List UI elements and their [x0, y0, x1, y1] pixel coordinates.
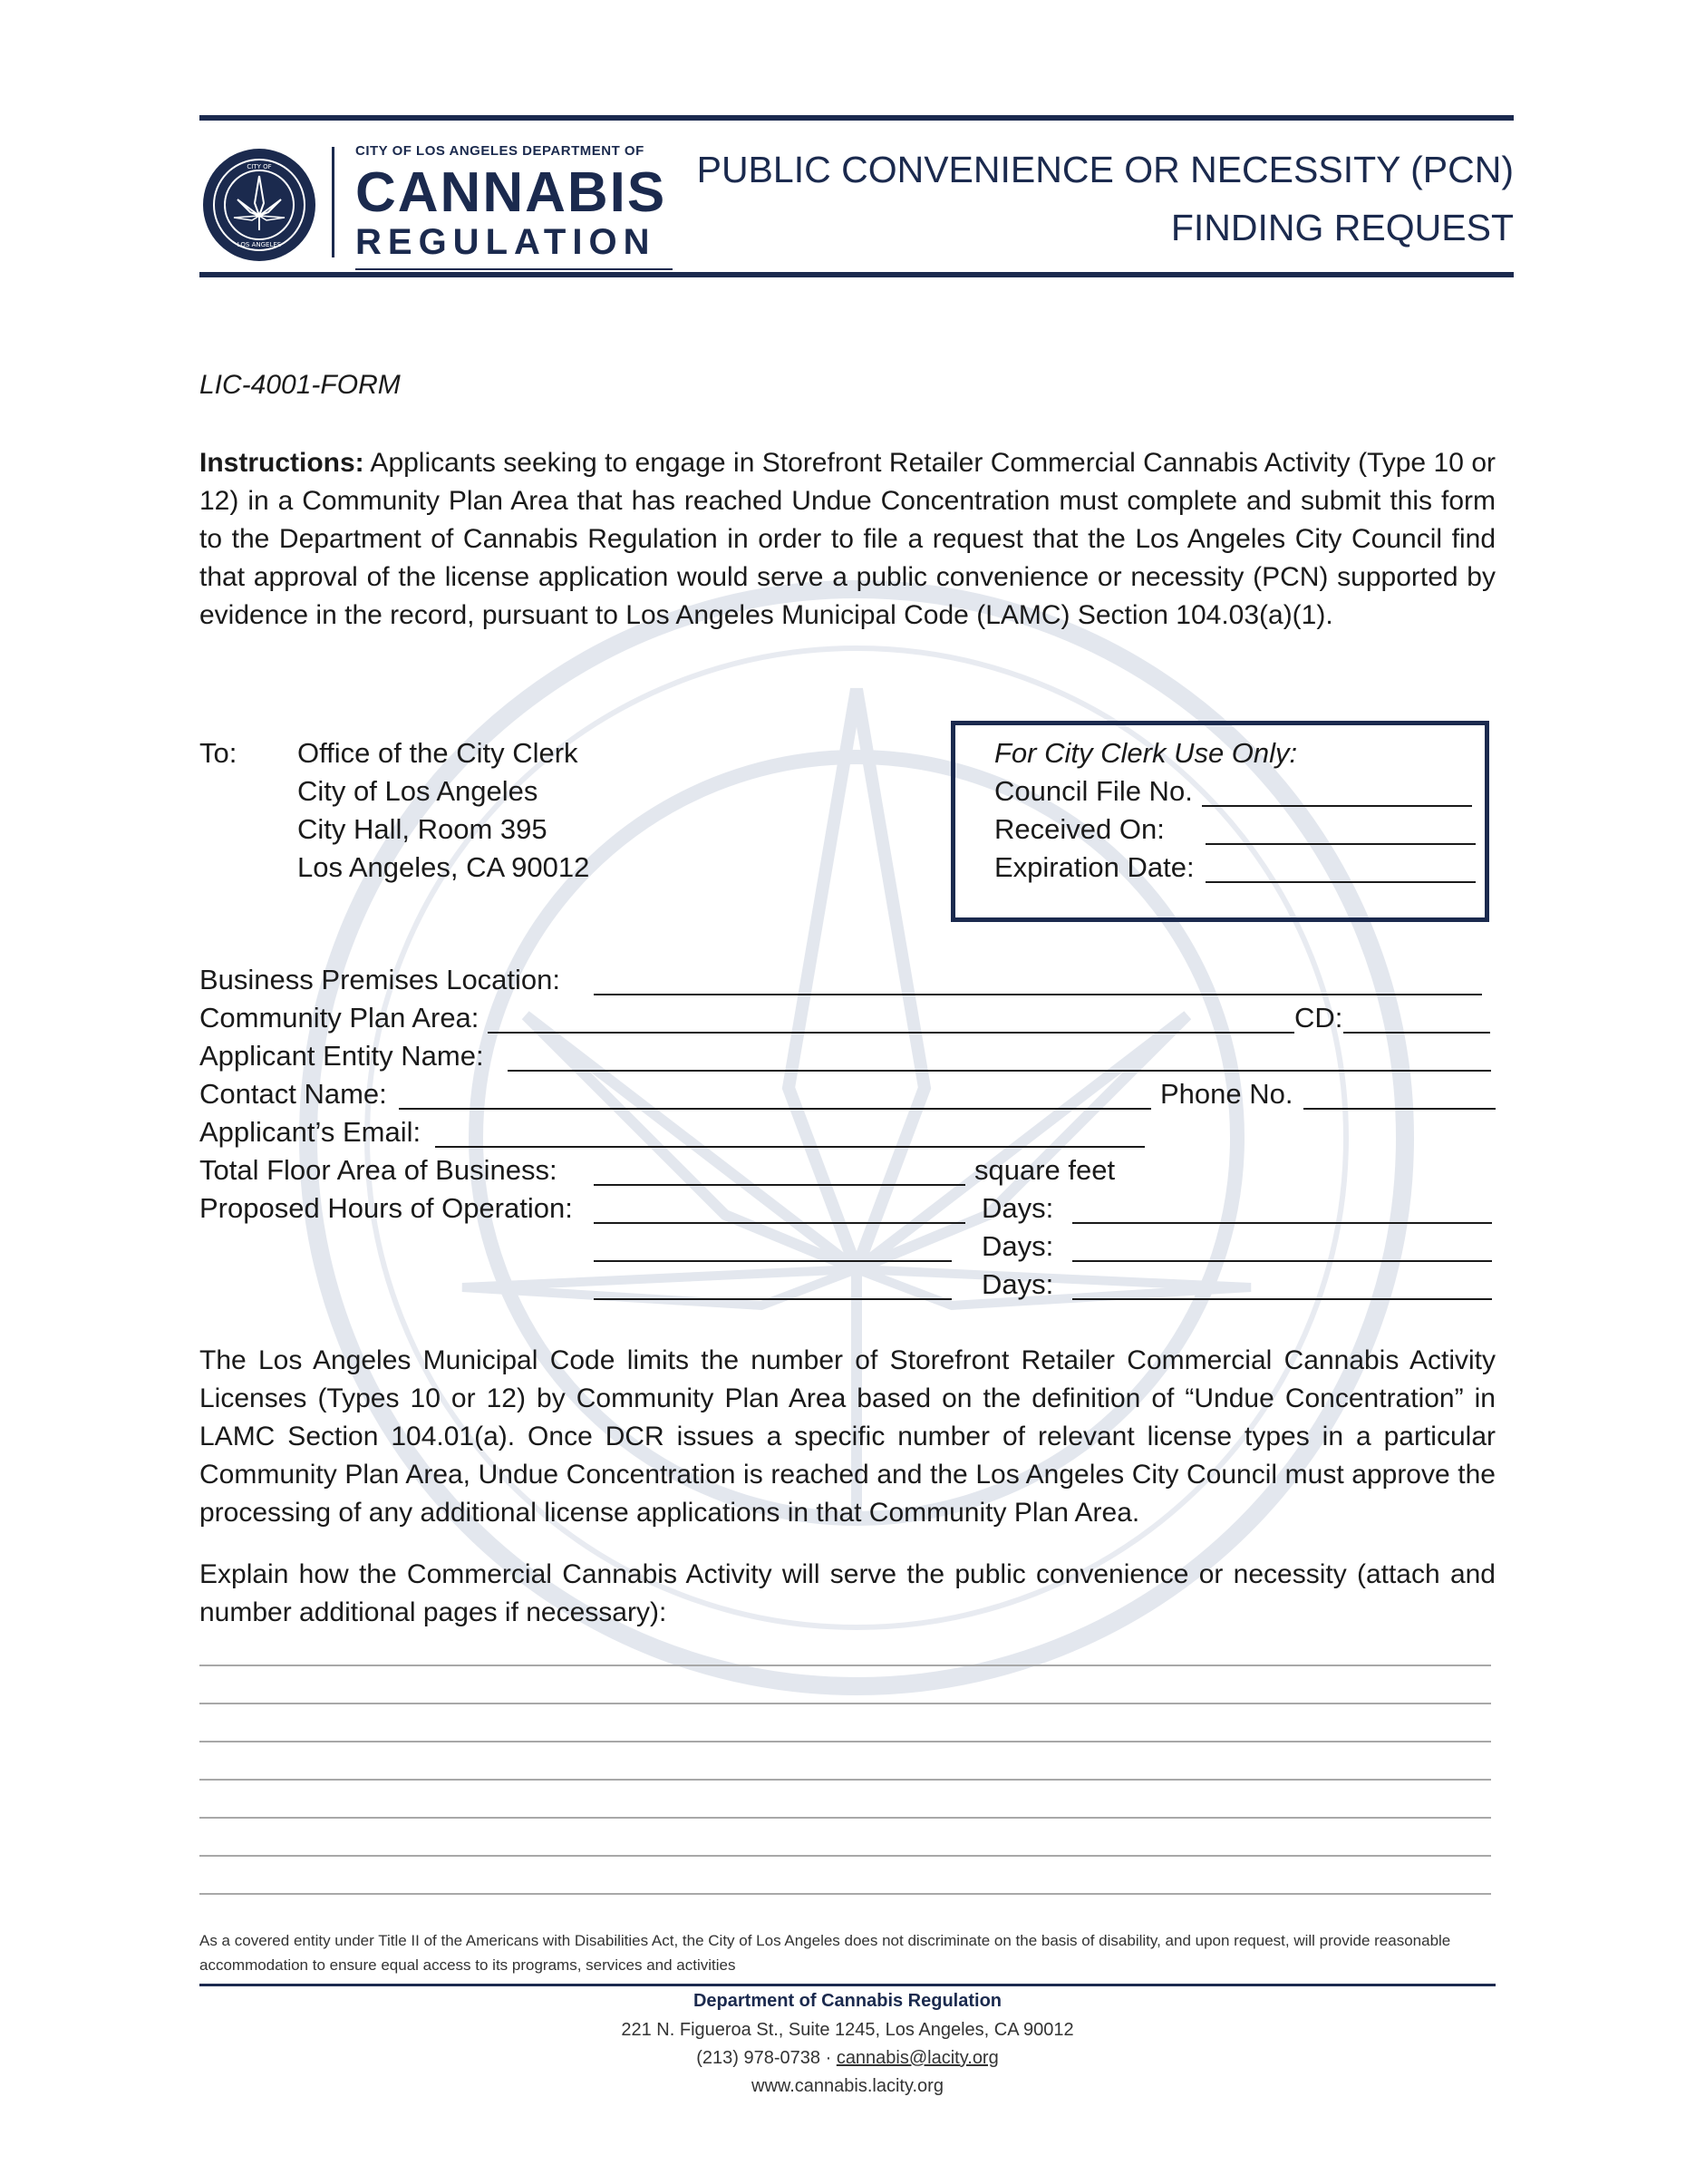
answer-line-7[interactable] — [199, 1893, 1491, 1895]
footer-email-link[interactable]: cannabis@lacity.org — [836, 2048, 999, 2068]
hours-line-3[interactable] — [594, 1298, 952, 1300]
business-premises-label: Business Premises Location: — [199, 964, 561, 995]
square-feet-label: square feet — [974, 1154, 1116, 1186]
address-line4: Los Angeles, CA 90012 — [297, 851, 590, 883]
hours-line-1[interactable] — [594, 1222, 965, 1224]
logo-line-regulation: REGULATION — [355, 222, 656, 262]
department-logo — [355, 143, 682, 262]
seal-bottom-text: LOS ANGELES — [237, 241, 282, 248]
explain-prompt: Explain how the Commercial Cannabis Activity will serve the public convenience or necessity (attach and number additional pages if necessary): — [199, 1559, 1496, 1627]
council-file-line[interactable] — [1202, 805, 1472, 807]
footer-department: Department of Cannabis Regulation — [693, 1991, 1002, 2011]
days-label-1: Days: — [982, 1192, 1054, 1224]
days-line-2[interactable] — [1072, 1260, 1492, 1262]
answer-line-2[interactable] — [199, 1703, 1491, 1704]
form-title-line2: FINDING REQUEST — [1170, 207, 1514, 248]
logo-line-city: CITY OF LOS ANGELES DEPARTMENT OF — [355, 143, 644, 159]
footer-address: 221 N. Figueroa St., Suite 1245, Los Angeles, CA 90012 — [621, 2020, 1074, 2040]
recipient-address — [297, 734, 589, 887]
proposed-hours-label: Proposed Hours of Operation: — [199, 1192, 573, 1224]
logo-underline — [355, 268, 673, 270]
hours-line-2[interactable] — [594, 1260, 952, 1262]
to-label: To: — [199, 737, 237, 769]
form-title-line1: PUBLIC CONVENIENCE OR NECESSITY (PCN) — [696, 149, 1514, 190]
answer-line-5[interactable] — [199, 1817, 1491, 1819]
footer-website[interactable]: www.cannabis.lacity.org — [751, 2076, 944, 2096]
answer-line-1[interactable] — [199, 1665, 1491, 1666]
phone-no-line[interactable] — [1303, 1108, 1496, 1110]
expiration-date-label: Expiration Date: — [994, 851, 1195, 883]
header-top-rule — [199, 115, 1514, 121]
total-floor-area-line[interactable] — [594, 1184, 965, 1186]
days-label-2: Days: — [982, 1230, 1054, 1262]
footer-phone: (213) 978-0738 · — [696, 2048, 837, 2068]
address-line2: City of Los Angeles — [297, 775, 538, 807]
form-id: LIC-4001-FORM — [199, 370, 401, 400]
logo-divider — [332, 147, 334, 257]
applicant-email-label: Applicant’s Email: — [199, 1116, 421, 1148]
cd-line[interactable] — [1343, 1032, 1490, 1034]
answer-line-4[interactable] — [199, 1779, 1491, 1781]
cd-label: CD: — [1294, 1002, 1343, 1034]
community-plan-area-label: Community Plan Area: — [199, 1002, 479, 1034]
instructions — [199, 444, 1496, 635]
undue-concentration-paragraph: The Los Angeles Municipal Code limits the number of Storefront Retailer Commercial Cannabis Activity Licenses (Types 10 or 12) by Community Plan Area based on the definition of “Undue Concentration” in LAMC Section 104.01(a). Once DCR issues a specific number of relevant license types in a particular Community Plan Area, Undue Concentration is reached and the Los Angeles City Council must approve the processing of any additional license applications in that Community Plan Area. — [199, 1345, 1496, 1528]
contact-name-label: Contact Name: — [199, 1078, 387, 1110]
form-title — [697, 141, 1514, 257]
community-plan-area-line[interactable] — [488, 1032, 1294, 1034]
council-file-label: Council File No. — [994, 775, 1193, 807]
received-on-line[interactable] — [1206, 843, 1476, 845]
business-premises-line[interactable] — [594, 994, 1482, 995]
answer-line-3[interactable] — [199, 1741, 1491, 1742]
header-bottom-rule — [199, 272, 1514, 277]
address-line3: City Hall, Room 395 — [297, 813, 547, 845]
phone-no-label: Phone No. — [1160, 1078, 1293, 1110]
applicant-entity-line[interactable] — [508, 1070, 1491, 1072]
footer-contact — [0, 2044, 1695, 2072]
footer-rule — [199, 1984, 1496, 1986]
instructions-label: Instructions: — [199, 448, 364, 478]
contact-name-line[interactable] — [399, 1108, 1151, 1110]
department-seal-icon — [201, 147, 317, 263]
total-floor-area-label: Total Floor Area of Business: — [199, 1154, 557, 1186]
days-label-3: Days: — [982, 1268, 1054, 1300]
expiration-date-line[interactable] — [1206, 881, 1476, 883]
ada-notice: As a covered entity under Title II of the Americans with Disabilities Act, the City of Los Angeles does not discriminate on the basis of disability, and upon request, will provide reasonable accommodation to ensure equal access to its programs, services and activities — [199, 1932, 1451, 1974]
applicant-email-line[interactable] — [435, 1146, 1145, 1148]
received-on-label: Received On: — [994, 813, 1165, 845]
applicant-entity-label: Applicant Entity Name: — [199, 1040, 484, 1072]
days-line-1[interactable] — [1072, 1222, 1492, 1224]
days-line-3[interactable] — [1072, 1298, 1492, 1300]
address-line1: Office of the City Clerk — [297, 737, 578, 769]
city-clerk-heading: For City Clerk Use Only: — [994, 737, 1298, 769]
answer-line-6[interactable] — [199, 1855, 1491, 1857]
instructions-text: Applicants seeking to engage in Storefront Retailer Commercial Cannabis Activity (Type 10 or 12) in a Community Plan Area that has reached Undue Concentration must complete and submit this form to the Department of Cannabis Regulation in order to file a request that the Los Angeles City Council find that approval of the license application would serve a public convenience or necessity (PCN) supported by evidence in the record, pursuant to Los Angeles Municipal Code (LAMC) Section 104.03(a)(1). — [199, 448, 1496, 630]
seal-top-text: CITY OF — [247, 163, 272, 170]
logo-line-cannabis: CANNABIS — [355, 161, 667, 224]
